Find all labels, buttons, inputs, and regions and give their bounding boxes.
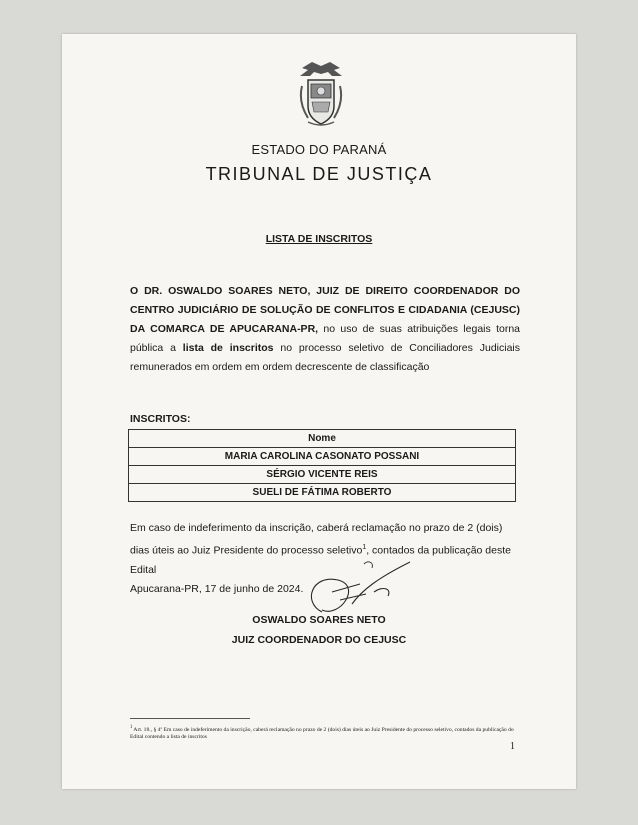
court-name: TRIBUNAL DE JUSTIÇA (205, 164, 433, 184)
footnote (130, 724, 525, 742)
footnote-divider (130, 718, 250, 719)
table-row (129, 466, 516, 484)
footnote-text: Art. 18., § 4º Em caso de indeferimento da inscrição, caberá reclamação no prazo de 2 (dois) dias úteis ao Juiz Presidente do processo seletivo, contados da publicação do Edital contendo a lista de inscritos (130, 726, 514, 741)
footnote-marker: 1 (130, 725, 133, 730)
closing-text-2: , contados da publicação deste Edital (130, 544, 511, 576)
table-row (129, 448, 516, 466)
signer-name: OSWALDO SOARES NETO (252, 614, 386, 626)
inscritos-table (128, 429, 516, 502)
parana-coat-of-arms-icon (298, 62, 344, 128)
table-cell-name: MARIA CAROLINA CASONATO POSSANI (129, 448, 516, 466)
state-name: ESTADO DO PARANÁ (251, 142, 387, 157)
signer-role: JUIZ COORDENADOR DO CEJUSC (231, 634, 407, 646)
intro-paragraph (130, 282, 520, 377)
inscritos-label: INSCRITOS: (130, 413, 191, 425)
table-row (129, 484, 516, 502)
intro-text-2: no processo seletivo de Conciliadores Judiciais remunerados em ordem em ordem decrescente de classificação (130, 342, 520, 373)
intro-text-1: no uso de suas atribuições legais torna pública a (130, 323, 520, 354)
table-header-name: Nome (129, 430, 516, 448)
document-title: LISTA DE INSCRITOS (265, 233, 373, 245)
document-page (62, 34, 576, 789)
table-cell-name: SÉRGIO VICENTE REIS (129, 466, 516, 484)
table-cell-name: SUELI DE FÁTIMA ROBERTO (129, 484, 516, 502)
intro-bold-list: lista de inscritos (182, 342, 274, 354)
table-header-row (129, 430, 516, 448)
footnote-reference: 1 (362, 544, 367, 551)
intro-bold-lead: O DR. OSWALDO SOARES NETO, JUIZ DE DIREITO COORDENADOR DO CENTRO JUDICIÁRIO DE SOLUÇÃO DE CONFLITOS E CIDADANIA (CEJUSC) DA COMARCA DE APUCARANA-PR, (130, 285, 520, 335)
page-number: 1 (510, 741, 515, 752)
closing-text-1: Em caso de indeferimento da inscrição, caberá reclamação no prazo de 2 (dois) dias úteis ao Juiz Presidente do processo seletivo (130, 522, 503, 557)
place-date: Apucarana-PR, 17 de junho de 2024. (130, 582, 304, 595)
